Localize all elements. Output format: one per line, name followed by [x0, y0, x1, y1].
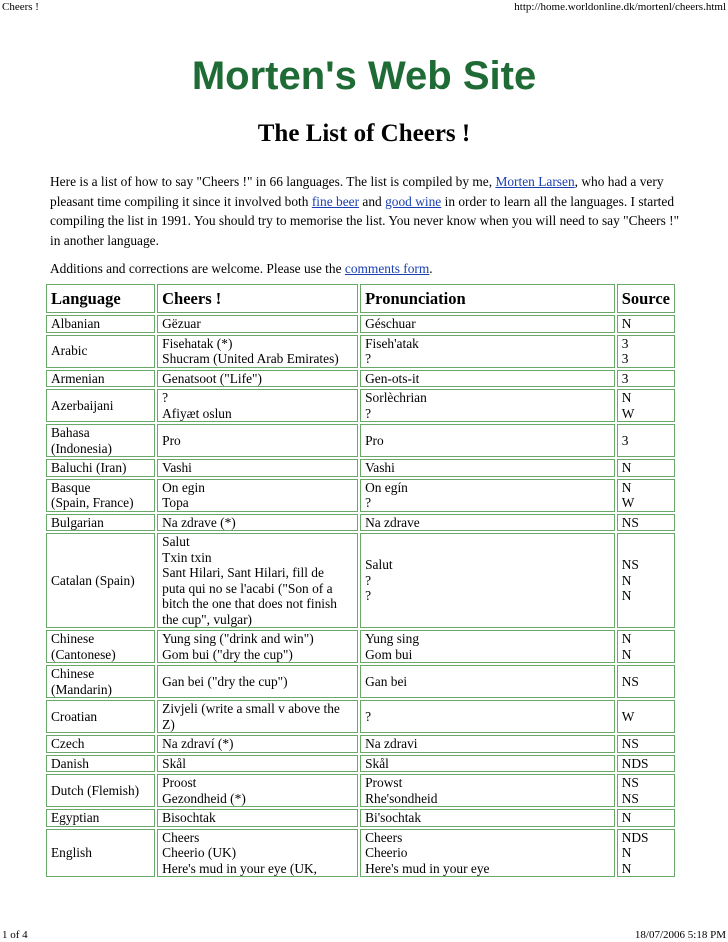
pronunciation-cell [360, 424, 615, 457]
pronunciation-cell-line: ? [365, 495, 372, 510]
cheers-cell [157, 370, 358, 388]
language-cell [46, 533, 155, 628]
source-cell [617, 424, 675, 457]
language-cell [46, 630, 155, 663]
cheers-cell-line: Skål [162, 755, 186, 771]
language-cell [46, 315, 155, 333]
pronunciation-cell-line: Fiseh'atak [365, 335, 419, 351]
cheers-cell-line: Na zdraví (*) [162, 736, 234, 751]
pronunciation-cell-line: On egín [365, 479, 408, 495]
source-cell [617, 370, 675, 388]
language-cell-line: Armenian [51, 370, 105, 386]
source-cell-line: W [621, 495, 635, 510]
pronunciation-cell-line: Yung sing [365, 631, 420, 646]
source-cell-line: 3 [621, 370, 629, 386]
cheers-cell-line: Here's mud in your eye (UK, [162, 860, 318, 876]
cheers-cell-line: On egin [162, 479, 205, 495]
cheers-cell-line: Gezondheid (*) [162, 790, 246, 806]
language-cell-line: (Mandarin) [51, 681, 112, 697]
pronunciation-cell-line: ? [365, 405, 372, 421]
source-cell [617, 809, 675, 827]
language-cell [46, 479, 155, 512]
cheers-cell-line: Pro [162, 432, 181, 448]
language-cell [46, 514, 155, 532]
cheers-cell [157, 630, 358, 663]
source-cell [617, 514, 675, 532]
header-source: Source [617, 284, 675, 313]
cheers-cell [157, 774, 358, 807]
cheers-cell-line: Fisehatak (*) [162, 335, 233, 351]
language-cell-line: Chinese [51, 631, 95, 646]
language-cell-line: Dutch (Flemish) [51, 782, 140, 798]
cheers-cell [157, 755, 358, 773]
source-cell [617, 700, 675, 733]
pronunciation-cell-line: ? [365, 588, 372, 604]
cheers-cell-line: Bisochtak [162, 810, 216, 825]
pronunciation-cell-line: ? [365, 572, 372, 588]
header-page-title: Cheers ! [2, 1, 39, 13]
good-wine-link[interactable]: good wine [385, 193, 442, 209]
intro-paragraph-2: Additions and corrections are welcome. Please use the comments form. [50, 261, 433, 276]
language-cell-line: (Spain, France) [51, 495, 134, 510]
source-cell-line: N [621, 646, 632, 662]
cheers-cell [157, 533, 358, 628]
pronunciation-cell-line: Géschuar [365, 316, 416, 331]
table-row [46, 630, 675, 663]
pronunciation-cell [360, 370, 615, 388]
source-cell [617, 389, 675, 422]
pronunciation-cell [360, 774, 615, 807]
source-cell-line: 3 [621, 351, 629, 366]
source-cell-line: NS [621, 736, 639, 751]
cheers-cell [157, 389, 358, 422]
cheers-cell-line: the cup", vulgar) [162, 611, 253, 627]
cheers-cell-line: Zivjeli (write a small v above the [162, 701, 340, 716]
table-row [46, 809, 675, 827]
source-cell-line: N [621, 316, 632, 331]
source-cell-line: 3 [621, 432, 629, 448]
cheers-cell-line: Gom bui ("dry the cup") [162, 646, 293, 662]
pronunciation-cell-line: Bi'sochtak [365, 810, 422, 825]
pronunciation-cell-line: ? [365, 708, 372, 724]
language-cell [46, 700, 155, 733]
source-cell-line: N [621, 390, 632, 405]
cheers-cell-line: Genatsoot ("Life") [162, 370, 262, 386]
pronunciation-cell [360, 755, 615, 773]
language-cell-line: English [51, 845, 92, 860]
pronunciation-cell [360, 809, 615, 827]
table-row [46, 459, 675, 477]
source-cell-line: NDS [621, 829, 649, 845]
table-row [46, 700, 675, 733]
table-row [46, 829, 675, 878]
pronunciation-cell [360, 335, 615, 368]
table-row [46, 514, 675, 532]
pronunciation-cell [360, 459, 615, 477]
intro-paragraph-1: Here is a list of how to say "Cheers !" in 66 languages. The list is compiled by me, Morten Larsen, who had a very pleasant time compiling it since it involved both fine beer and good wine in order to learn all the languages. I started compiling the list in 1991. You should try to memorise the list. You never know when you will need to say "Cheers !" in another language. [50, 174, 680, 248]
pronunciation-cell [360, 514, 615, 532]
language-cell [46, 809, 155, 827]
language-cell-line: Danish [51, 755, 89, 771]
table-row [46, 755, 675, 773]
fine-beer-link[interactable]: fine beer [311, 193, 360, 209]
source-cell [617, 315, 675, 333]
language-cell-line: Czech [51, 736, 85, 751]
cheers-cell-line: puta qui no se l'acabi ("Son of a [162, 580, 333, 596]
language-cell-line: Croatian [51, 708, 98, 724]
pronunciation-cell-line: ? [365, 351, 372, 366]
table-row [46, 665, 675, 698]
cheers-cell-line: Cheerio (UK) [162, 845, 237, 860]
pronunciation-cell-line: Skål [365, 755, 389, 771]
pronunciation-cell-line: Gom bui [365, 646, 413, 662]
header-url: http://home.worldonline.dk/mortenl/cheers.html [514, 1, 726, 13]
print-header [0, 0, 728, 14]
cheers-cell-line: Vashi [162, 460, 192, 475]
footer-timestamp: 18/07/2006 5:18 PM [634, 929, 726, 941]
site-title: Morten's Web Site [191, 54, 537, 98]
cheers-cell-line: bitch the one that does not finish [162, 596, 337, 611]
language-cell-line: Basque [51, 479, 91, 495]
pronunciation-cell [360, 630, 615, 663]
cheers-cell-line: Yung sing ("drink and win") [162, 631, 314, 646]
header-cheers: Cheers ! [157, 284, 358, 313]
cheers-cell-line: Afiyæt oslun [162, 405, 232, 421]
source-cell [617, 335, 675, 368]
source-cell [617, 829, 675, 878]
pronunciation-cell [360, 533, 615, 628]
cheers-cell-line: Z) [162, 716, 175, 732]
table-row [46, 335, 675, 368]
pronunciation-cell [360, 389, 615, 422]
table-header-row [46, 284, 675, 313]
language-cell [46, 665, 155, 698]
language-cell [46, 335, 155, 368]
pronunciation-cell [360, 735, 615, 753]
table-row [46, 735, 675, 753]
source-cell-line: N [621, 860, 632, 876]
source-cell [617, 755, 675, 773]
source-cell-line: N [621, 810, 632, 825]
cheers-cell-line: Salut [162, 534, 190, 549]
cheers-cell [157, 809, 358, 827]
language-cell-line: Egyptian [51, 810, 100, 825]
language-cell-line: Chinese [51, 666, 95, 681]
table-row [46, 424, 675, 457]
source-cell [617, 665, 675, 698]
source-cell [617, 735, 675, 753]
source-cell-line: N [621, 572, 632, 588]
cheers-cell-line: Shucram (United Arab Emirates) [162, 351, 339, 366]
pronunciation-cell-line: Na zdrave [365, 514, 420, 530]
language-cell-line: Catalan (Spain) [51, 572, 135, 588]
cheers-cell [157, 829, 358, 878]
source-cell-line: 3 [621, 335, 629, 351]
cheers-cell-line: ? [162, 390, 169, 405]
language-cell [46, 735, 155, 753]
cheers-cell [157, 315, 358, 333]
cheers-cell-line: Gëzuar [162, 316, 201, 331]
cheers-cell [157, 700, 358, 733]
cheers-cell-line: Cheers [162, 829, 200, 845]
pronunciation-cell-line: Sorlèchrian [365, 390, 427, 405]
pronunciation-cell-line: Salut [365, 557, 393, 573]
language-cell-line: (Indonesia) [51, 440, 112, 456]
source-cell [617, 630, 675, 663]
pronunciation-cell-line: Na zdravi [365, 736, 418, 751]
source-cell-line: NS [621, 790, 639, 806]
footer-page-number: 1 of 4 [2, 929, 28, 941]
pronunciation-cell [360, 665, 615, 698]
source-cell-line: N [621, 479, 632, 495]
table-row [46, 479, 675, 512]
language-cell-line: Arabic [51, 343, 88, 359]
comments-form-link[interactable]: comments form [344, 261, 430, 276]
source-cell-line: NS [621, 673, 639, 689]
language-cell [46, 389, 155, 422]
table-row [46, 315, 675, 333]
language-cell-line: Azerbaijani [51, 397, 114, 413]
table-row [46, 533, 675, 628]
language-cell [46, 829, 155, 878]
cheers-cell [157, 665, 358, 698]
header-pronunciation: Pronunciation [360, 284, 615, 313]
source-cell-line: NDS [621, 755, 649, 771]
language-cell-line: Albanian [51, 316, 101, 331]
pronunciation-cell-line: Vashi [365, 460, 395, 475]
source-cell [617, 459, 675, 477]
pronunciation-cell [360, 315, 615, 333]
pronunciation-cell-line: Cheers [365, 829, 403, 845]
source-cell [617, 479, 675, 512]
pronunciation-cell-line: Gen-ots-it [365, 370, 420, 386]
intro-text [50, 172, 680, 279]
table-row [46, 774, 675, 807]
source-cell-line: NS [621, 775, 639, 790]
pronunciation-cell-line: Here's mud in your eye [365, 860, 490, 876]
author-link[interactable]: Morten Larsen [495, 174, 575, 189]
source-cell-line: W [621, 405, 635, 421]
cheers-cell [157, 459, 358, 477]
cheers-cell [157, 735, 358, 753]
source-cell-line: NS [621, 557, 639, 573]
source-cell [617, 774, 675, 807]
header-language: Language [46, 284, 155, 313]
cheers-cell-line: Na zdrave (*) [162, 514, 236, 530]
source-cell-line: N [621, 588, 632, 604]
cheers-cell [157, 335, 358, 368]
language-cell-line: Bulgarian [51, 514, 104, 530]
source-cell-line: N [621, 845, 632, 860]
pronunciation-cell-line: Rhe'sondheid [365, 790, 438, 806]
pronunciation-cell [360, 829, 615, 878]
source-cell-line: W [621, 708, 635, 724]
language-cell [46, 459, 155, 477]
pronunciation-cell-line: Pro [365, 432, 384, 448]
language-cell-line: Baluchi (Iran) [51, 460, 127, 475]
language-cell [46, 370, 155, 388]
source-cell [617, 533, 675, 628]
table-row [46, 389, 675, 422]
language-cell [46, 755, 155, 773]
cheers-cell-line: Sant Hilari, Sant Hilari, fill de [162, 565, 324, 580]
cheers-cell-line: Gan bei ("dry the cup") [162, 673, 288, 689]
cheers-cell-line: Topa [162, 495, 189, 510]
language-cell [46, 774, 155, 807]
pronunciation-cell-line: Gan bei [365, 673, 408, 689]
cheers-cell [157, 479, 358, 512]
pronunciation-cell [360, 700, 615, 733]
source-cell-line: NS [621, 514, 639, 530]
pronunciation-cell [360, 479, 615, 512]
cheers-cell-line: Proost [162, 775, 197, 790]
list-title: The List of Cheers ! [257, 120, 471, 147]
language-cell-line: (Cantonese) [51, 646, 116, 662]
cheers-cell [157, 514, 358, 532]
cheers-cell [157, 424, 358, 457]
cheers-table [44, 282, 677, 879]
pronunciation-cell-line: Prowst [365, 775, 403, 790]
pronunciation-cell-line: Cheerio [365, 845, 408, 860]
language-cell [46, 424, 155, 457]
source-cell-line: N [621, 631, 632, 646]
table-row [46, 370, 675, 388]
cheers-cell-line: Txin txin [162, 549, 212, 565]
language-cell-line: Bahasa [51, 425, 90, 440]
print-footer [0, 928, 728, 942]
source-cell-line: N [621, 460, 632, 475]
